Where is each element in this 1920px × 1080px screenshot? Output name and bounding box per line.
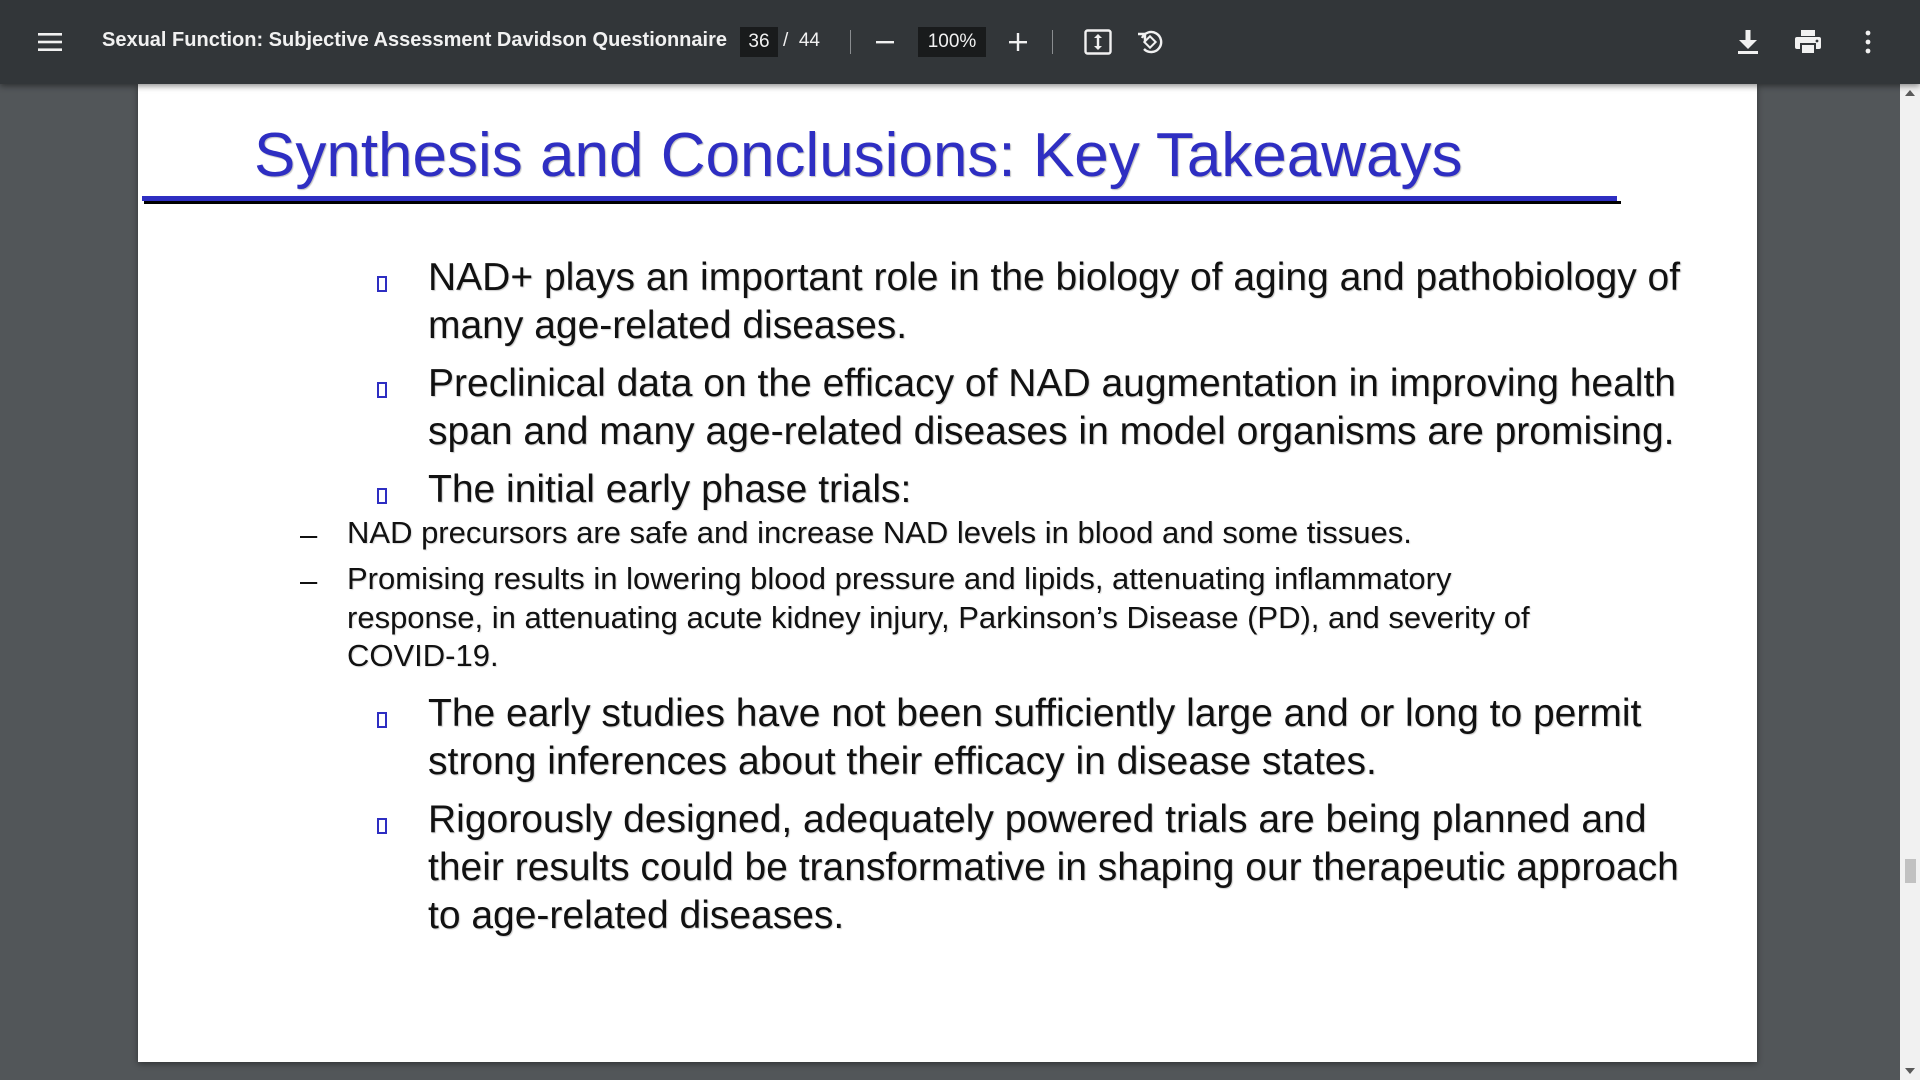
page-separator: / xyxy=(783,30,789,51)
fit-to-page-icon xyxy=(1084,29,1112,55)
fit-to-page-button[interactable] xyxy=(1078,22,1118,62)
plus-icon xyxy=(1007,31,1029,53)
bullet-line: The early studies have not been sufficiently large and or long to permit xyxy=(428,692,1642,735)
total-pages: 44 xyxy=(798,30,820,51)
title-underline-shadow xyxy=(144,201,1621,204)
zoom-out-button[interactable] xyxy=(865,22,905,62)
sub-bullet-text xyxy=(347,514,1617,553)
bullet-line: span and many age-related diseases in model organisms are promising. xyxy=(428,410,1675,453)
sub-bullet-text xyxy=(347,560,1617,676)
rotate-counterclockwise-icon xyxy=(1136,28,1164,56)
more-vertical-icon xyxy=(1864,30,1872,54)
bullet-marker xyxy=(377,818,387,834)
vertical-scrollbar[interactable] xyxy=(1900,84,1920,1080)
bullet-line: strong inferences about their efficacy in disease states. xyxy=(428,740,1377,783)
download-button[interactable] xyxy=(1728,22,1768,62)
sub-bullet-line: response, in attenuating acute kidney injury, Parkinson’s Disease (PD), and severity of xyxy=(347,599,1530,635)
scroll-down-arrow-icon[interactable] xyxy=(1905,1068,1915,1074)
bullet-marker xyxy=(377,276,387,292)
bullet-text xyxy=(428,796,1728,940)
scroll-up-arrow-icon[interactable] xyxy=(1905,90,1915,96)
pdf-toolbar xyxy=(0,0,1920,84)
minus-icon xyxy=(874,31,896,53)
pdf-page xyxy=(138,84,1757,1062)
toolbar-divider xyxy=(850,30,851,54)
download-icon xyxy=(1736,29,1760,55)
zoom-in-button[interactable] xyxy=(998,22,1038,62)
sub-bullet-line: Promising results in lowering blood pressure and lipids, attenuating inflammatory xyxy=(347,561,1452,596)
bullet-text xyxy=(428,466,1728,514)
page-count xyxy=(783,30,820,52)
bullet-marker xyxy=(377,488,387,504)
bullet-line: to age-related diseases. xyxy=(428,894,845,937)
zoom-input[interactable] xyxy=(918,27,986,57)
bullet-marker xyxy=(377,712,387,728)
bullet-line: Preclinical data on the efficacy of NAD augmentation in improving health xyxy=(428,362,1676,405)
more-options-button[interactable] xyxy=(1848,22,1888,62)
bullet-text xyxy=(428,360,1728,456)
bullet-line: many age-related diseases. xyxy=(428,304,908,347)
bullet-line: The initial early phase trials: xyxy=(428,468,912,511)
print-icon xyxy=(1794,29,1822,55)
scrollbar-thumb[interactable] xyxy=(1905,859,1916,883)
sub-bullet-dash: – xyxy=(300,517,318,552)
print-button[interactable] xyxy=(1788,22,1828,62)
hamburger-menu-icon[interactable] xyxy=(30,22,70,62)
bullet-line: NAD+ plays an important role in the biology of aging and pathobiology of xyxy=(428,256,1681,299)
sub-bullet-line: COVID-19. xyxy=(347,638,499,673)
sub-bullet-line: NAD precursors are safe and increase NAD levels in blood and some tissues. xyxy=(347,515,1412,550)
bullet-line: their results could be transformative in shaping our therapeutic approach xyxy=(428,846,1679,889)
bullet-text xyxy=(428,254,1728,350)
pdf-viewer[interactable] xyxy=(0,84,1920,1080)
page-number-input[interactable] xyxy=(740,27,778,57)
slide-title: Synthesis and Conclusions: Key Takeaways xyxy=(254,121,1463,190)
bullet-text xyxy=(428,690,1728,786)
rotate-button[interactable] xyxy=(1130,22,1170,62)
bullet-line: Rigorously designed, adequately powered trials are being planned and xyxy=(428,798,1647,841)
document-title: Sexual Function: Subjective Assessment Davidson Questionnaire xyxy=(102,29,727,51)
bullet-marker xyxy=(377,382,387,398)
toolbar-divider xyxy=(1052,30,1053,54)
sub-bullet-dash: – xyxy=(300,563,318,598)
